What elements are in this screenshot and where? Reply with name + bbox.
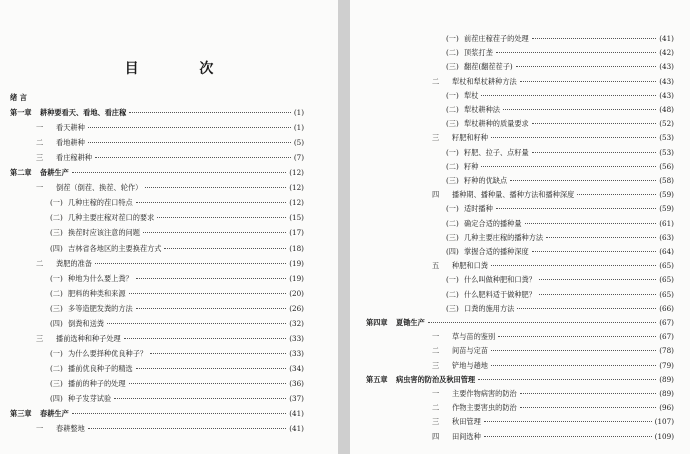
toc-entry-leader (498, 336, 656, 337)
toc-entry-page: (43) (659, 76, 674, 86)
toc-entry (50, 226, 304, 239)
toc-entry-number: 一 (432, 332, 440, 342)
toc-entry-leader (129, 293, 286, 294)
toc-entry-page: (48) (659, 105, 674, 114)
toc-entry-leader (124, 338, 286, 339)
toc-entry-title: 顶浆打垄 (464, 48, 493, 58)
toc-entry (446, 231, 674, 244)
toc-entry-number: 第三章 (10, 409, 32, 419)
toc-entry-title: 肥料的种类和来源 (68, 288, 126, 298)
toc-entry-leader (484, 436, 652, 437)
toc-entry-page: (42) (659, 48, 674, 58)
toc-entry-page: (33) (289, 333, 304, 343)
toc-entry-leader (145, 187, 286, 188)
toc-entry-page: (79) (659, 360, 674, 370)
toc-entry-page: (43) (659, 90, 674, 100)
toc-entry-title: 夏锄生产 (396, 318, 425, 327)
toc-entry-number: (一) (446, 147, 459, 157)
toc-entry-leader (484, 421, 652, 422)
toc-entry-number: (四) (446, 247, 459, 256)
toc-entry-title: 翻茬(翻茬茬子) (464, 62, 513, 72)
toc-entry-page: (33) (289, 348, 304, 358)
toc-entry (50, 211, 304, 224)
toc-entry-number: (二) (50, 288, 63, 298)
toc-entry-title: 什么叫做种肥和口粪？ (464, 275, 536, 285)
toc-entry-leader (72, 172, 286, 173)
toc-entry-leader (503, 109, 656, 110)
toc-title: 目 次 (124, 61, 242, 77)
toc-entry-leader (539, 279, 656, 280)
toc-entry-title: 病虫害的防治及秋田管理 (396, 374, 476, 384)
toc-entry (446, 146, 674, 159)
toc-entry-title: 什么肥料适于做种肥？ (464, 289, 536, 299)
toc-entry (432, 188, 674, 201)
toc-entry (432, 75, 674, 88)
toc-entry-title: 耕种要看天、看地、看庄稼 (40, 108, 127, 118)
toc-entry-title: 籽肥、拉子、点籽量 (464, 147, 529, 157)
toc-entry-leader (532, 38, 656, 39)
toc-entry-leader (107, 323, 286, 324)
toc-entry-page: (7) (293, 153, 304, 163)
toc-entry-title: 作物主要害虫的防治 (452, 403, 517, 413)
toc-entry (50, 317, 304, 330)
toc-entry-page: (67) (659, 332, 674, 342)
toc-entry-number: (一) (446, 90, 459, 100)
toc-entry-title: 播前优良种子的精选 (68, 363, 133, 373)
page-gutter (338, 0, 350, 454)
toc-entry-page: (65) (659, 289, 674, 299)
toc-entry-leader (491, 265, 656, 266)
toc-entry-title: 几种主要庄稼对茬口的要求 (68, 213, 155, 223)
toc-entry-leader (520, 393, 656, 394)
toc-entry-title: 看地耕种 (56, 138, 85, 148)
toc-entry-number: 一 (36, 183, 44, 193)
toc-entry-page: (37) (289, 394, 304, 403)
toc-entry (432, 330, 674, 343)
toc-entry-page: (64) (659, 247, 674, 256)
toc-entry-title: 犁杖耕种的质量要求 (464, 119, 529, 129)
toc-entry-page: (1) (293, 123, 304, 133)
toc-entry-leader (143, 232, 286, 233)
toc-entry-number: 四 (432, 190, 440, 200)
toc-entry-title: 换茬时应该注意的问题 (68, 228, 140, 238)
toc-entry-leader (136, 308, 286, 309)
toc-entry-number: 三 (36, 153, 44, 163)
toc-entry-page: (66) (659, 303, 674, 313)
toc-entry (446, 32, 674, 45)
toc-entry-title: 铲地与趟地 (452, 360, 488, 370)
toc-entry-leader (129, 112, 291, 113)
toc-entry (432, 344, 674, 357)
toc-entry-leader (520, 407, 656, 408)
toc-entry-title: 犁杖和犁杖耕种方法 (452, 76, 517, 86)
toc-entry-title: 播前选种和种子处理 (56, 333, 121, 343)
toc-entry-page: (5) (293, 138, 304, 148)
toc-entry-leader (164, 248, 286, 249)
toc-entry-leader (481, 166, 656, 167)
toc-entry-number: (二) (446, 161, 459, 171)
toc-entry-number: (三) (446, 176, 459, 185)
toc-entry (50, 362, 304, 375)
toc-entry-title: 倒茬（倒茬、换茬、轮作） (56, 183, 143, 193)
toc-entry-page: (53) (659, 133, 674, 143)
toc-entry-page: (41) (289, 409, 304, 419)
toc-entry-number: 二 (432, 403, 440, 413)
toc-entry-number: 第二章 (10, 168, 32, 178)
toc-entry-number: (四) (50, 394, 63, 403)
toc-entry (446, 245, 674, 258)
toc-entry-number: 第一章 (10, 108, 32, 118)
toc-entry-page: (20) (289, 288, 304, 298)
toc-entry-leader (532, 251, 656, 252)
toc-entry (36, 422, 304, 435)
toc-entry-page: (109) (654, 431, 674, 441)
toc-entry-page: (78) (659, 346, 674, 356)
toc-entry-number: 二 (36, 258, 44, 268)
toc-entry (36, 151, 304, 164)
toc-entry-title: 几种庄稼的茬口特点 (68, 198, 133, 208)
toc-entry-title: 播种期、播种量、播种方法和播种深度 (452, 190, 575, 200)
toc-entry-page: (56) (659, 161, 674, 171)
toc-entry (446, 273, 674, 286)
toc-entry-number: 三 (36, 333, 44, 343)
toc-entry (446, 117, 674, 130)
toc-entry-title: 掌握合适的播种深度 (464, 247, 529, 256)
toc-entry-number: (一) (446, 204, 459, 214)
toc-entry-title: 为什么要择种优良种子？ (68, 348, 148, 358)
toc-entry-title: 种子发芽试验 (68, 394, 112, 403)
toc-entry-leader (150, 353, 286, 354)
toc-entry-title: 几种主要庄稼的播种方法 (464, 232, 544, 242)
toc-entry-leader (491, 137, 656, 138)
toc-entry-number: 三 (432, 133, 440, 143)
toc-entry-page: (1) (293, 108, 304, 118)
toc-entry (446, 103, 674, 116)
toc-entry-number: 三 (432, 417, 440, 427)
toc-entry-leader (546, 237, 656, 238)
toc-entry-number: (一) (50, 348, 63, 358)
toc-entry-leader (539, 294, 656, 295)
toc-entry-title: 多等造肥发粪的方法 (68, 303, 133, 313)
toc-entry-title: 犁杖耕种法 (464, 105, 500, 114)
toc-entry (36, 181, 304, 194)
toc-entry (50, 302, 304, 315)
toc-entry-number: (一) (446, 34, 459, 43)
toc-entry-title: 倒粪和送粪 (68, 318, 104, 328)
toc-entry-leader (136, 368, 286, 369)
toc-entry (446, 89, 674, 102)
toc-entry-page: (32) (289, 318, 304, 328)
toc-entry-page: (26) (289, 303, 304, 313)
toc-entry (446, 174, 674, 187)
toc-entry-title: 看天耕种 (56, 123, 85, 133)
toc-entry (10, 106, 304, 119)
toc-entry-number: 三 (432, 360, 440, 370)
toc-entry (432, 401, 674, 414)
toc-entry-page: (17) (289, 228, 304, 238)
toc-entry-page: (34) (289, 363, 304, 373)
toc-entry-title: 播前的种子的处理 (68, 378, 126, 388)
toc-entry-page: (12) (289, 183, 304, 193)
right-page (350, 0, 690, 454)
toc-entry (432, 131, 674, 144)
toc-entry-title: 田间选种 (452, 431, 481, 441)
toc-entry-number: (二) (446, 289, 459, 299)
toc-entry-leader (481, 95, 656, 96)
toc-entry-page: (43) (659, 62, 674, 72)
toc-entry-page: (89) (659, 389, 674, 398)
toc-entry-page: (18) (289, 243, 304, 253)
toc-entry-leader (496, 52, 656, 53)
toc-entry-number: (四) (50, 243, 63, 253)
toc-entry-leader (520, 81, 656, 82)
toc-entry (446, 217, 674, 230)
toc-entry-page: (61) (659, 218, 674, 228)
toc-entry-title: 籽种的优缺点 (464, 176, 508, 185)
toc-entry-number: (三) (50, 303, 63, 313)
toc-entry-leader (95, 263, 286, 264)
toc-entry-number: (一) (446, 275, 459, 285)
toc-entry-page: (41) (659, 34, 674, 43)
toc-entry-number: (四) (50, 318, 63, 328)
toc-entry-leader (577, 194, 656, 195)
toc-entry-number: (三) (446, 232, 459, 242)
toc-entry-number: (三) (446, 119, 459, 129)
toc-entry-leader (532, 123, 656, 124)
toc-entry-title: 籽种 (464, 161, 479, 171)
toc-entry-number: 五 (432, 261, 440, 271)
toc-entry-number: 一 (36, 424, 44, 434)
toc-entry-title: 口粪的施用方法 (464, 303, 515, 313)
toc-entry-leader (491, 365, 656, 366)
toc-entry-title: 草与苗的鉴别 (452, 332, 496, 342)
toc-entry (446, 302, 674, 315)
toc-entry (432, 387, 674, 400)
toc-entry-number: (一) (50, 198, 63, 208)
toc-entry (366, 316, 674, 329)
toc-entry-leader (517, 308, 656, 309)
toc-entry-leader (496, 208, 656, 209)
toc-entry (50, 347, 304, 360)
toc-entry (50, 377, 304, 390)
toc-entry (10, 407, 304, 420)
toc-entry (446, 46, 674, 59)
toc-entry-number: (二) (446, 48, 459, 58)
toc-entry-page: (36) (289, 378, 304, 388)
toc-entry-leader (532, 152, 656, 153)
toc-entry (50, 196, 304, 209)
toc-entry-page: (12) (289, 198, 304, 208)
toc-entry-page: (63) (659, 232, 674, 242)
toc-entry-page: (12) (289, 168, 304, 178)
toc-entry-title: 前茬庄稼茬子的处理 (464, 34, 529, 43)
toc-entry-leader (525, 223, 656, 224)
toc-entry-leader (114, 398, 286, 399)
toc-entry-leader (428, 322, 656, 323)
toc-entry-number: (二) (446, 105, 459, 114)
toc-entry-leader (478, 379, 656, 380)
toc-entry-leader (88, 127, 291, 128)
toc-entry (50, 242, 304, 255)
toc-entry (432, 430, 674, 443)
toc-entry (432, 259, 674, 272)
toc-entry-number: 第五章 (366, 374, 388, 384)
toc-entry-page: (59) (659, 190, 674, 200)
toc-entry (36, 121, 304, 134)
toc-entry-number: 一 (36, 123, 44, 133)
toc-entry-title: 种地为什么要上粪？ (68, 273, 133, 283)
toc-entry-page: (59) (659, 204, 674, 214)
toc-entry (446, 160, 674, 173)
toc-entry-number: 绪 言 (10, 93, 27, 102)
toc-entry-title: 犁杖 (464, 90, 479, 100)
toc-entry (432, 415, 674, 428)
toc-entry-number: (一) (50, 273, 63, 283)
toc-entry-number: (三) (446, 303, 459, 313)
toc-entry-number: 一 (432, 389, 440, 398)
toc-entry-page: (65) (659, 275, 674, 285)
toc-entry (50, 392, 304, 405)
toc-entry-leader (95, 157, 291, 158)
toc-entry (432, 359, 674, 372)
toc-entry-number: (二) (446, 218, 459, 228)
toc-entry-title: 种肥和口粪 (452, 261, 488, 271)
toc-entry-title: 春耕整地 (56, 424, 85, 434)
toc-entry-leader (157, 217, 286, 218)
toc-entry-leader (510, 180, 656, 181)
toc-entry-title: 吉林省各地区的主要换茬方式 (68, 243, 162, 253)
toc-entry-page: (19) (289, 258, 304, 268)
toc-entry-page: (65) (659, 261, 674, 271)
toc-entry-number: 二 (432, 76, 440, 86)
left-page (0, 0, 338, 454)
toc-entry-number: (三) (50, 228, 63, 238)
toc-entry-title: 主要作物病害的防治 (452, 389, 517, 398)
toc-entry-page: (19) (289, 273, 304, 283)
toc-entry-page: (53) (659, 147, 674, 157)
toc-entry-leader (136, 278, 286, 279)
toc-entry-number: 四 (432, 431, 440, 441)
toc-entry-leader (129, 383, 286, 384)
toc-entry (50, 287, 304, 300)
toc-entry (446, 60, 674, 73)
toc-entry-number: (三) (446, 62, 459, 72)
toc-entry-number: 第四章 (366, 318, 388, 327)
toc-entry (50, 272, 304, 285)
toc-entry-page: (41) (289, 424, 304, 434)
toc-entry-page: (89) (659, 374, 674, 384)
toc-entry-number: (三) (50, 378, 63, 388)
toc-entry-number: 二 (36, 138, 44, 148)
toc-entry-title: 备耕生产 (40, 168, 69, 178)
toc-entry-title: 适时播种 (464, 204, 493, 214)
toc-entry-title: 粪肥的准备 (56, 258, 92, 268)
toc-entry (446, 202, 674, 215)
toc-entry-leader (88, 428, 286, 429)
toc-entry-leader (136, 202, 286, 203)
toc-entry (36, 257, 304, 270)
toc-entry-page: (15) (289, 213, 304, 223)
toc-entry (36, 136, 304, 149)
toc-entry (366, 373, 674, 386)
toc-entry-title: 秋田管理 (452, 417, 481, 427)
toc-entry-number: (二) (50, 213, 63, 223)
toc-entry-page: (96) (659, 403, 674, 413)
toc-entry-number: (二) (50, 363, 63, 373)
toc-entry-title: 确定合适的播种量 (464, 218, 522, 228)
toc-entry (10, 166, 304, 179)
toc-entry-title: 间苗与定苗 (452, 346, 488, 356)
toc-entry-number: 二 (432, 346, 440, 356)
toc-entry-title: 春耕生产 (40, 409, 69, 419)
toc-entry-title: 籽肥和籽种 (452, 133, 488, 143)
toc-entry-title: 看庄稼耕种 (56, 153, 92, 163)
toc-entry-page: (67) (659, 318, 674, 327)
toc-entry-leader (516, 66, 656, 67)
toc-entry-leader (72, 413, 286, 414)
toc-entry-leader (491, 350, 656, 351)
toc-entry (36, 332, 304, 345)
toc-entry-page: (58) (659, 176, 674, 185)
toc-entry-page: (107) (654, 417, 674, 427)
toc-entry-page: (52) (659, 119, 674, 129)
toc-entry (446, 288, 674, 301)
toc-entry-leader (88, 142, 291, 143)
toc-entry (10, 91, 304, 104)
